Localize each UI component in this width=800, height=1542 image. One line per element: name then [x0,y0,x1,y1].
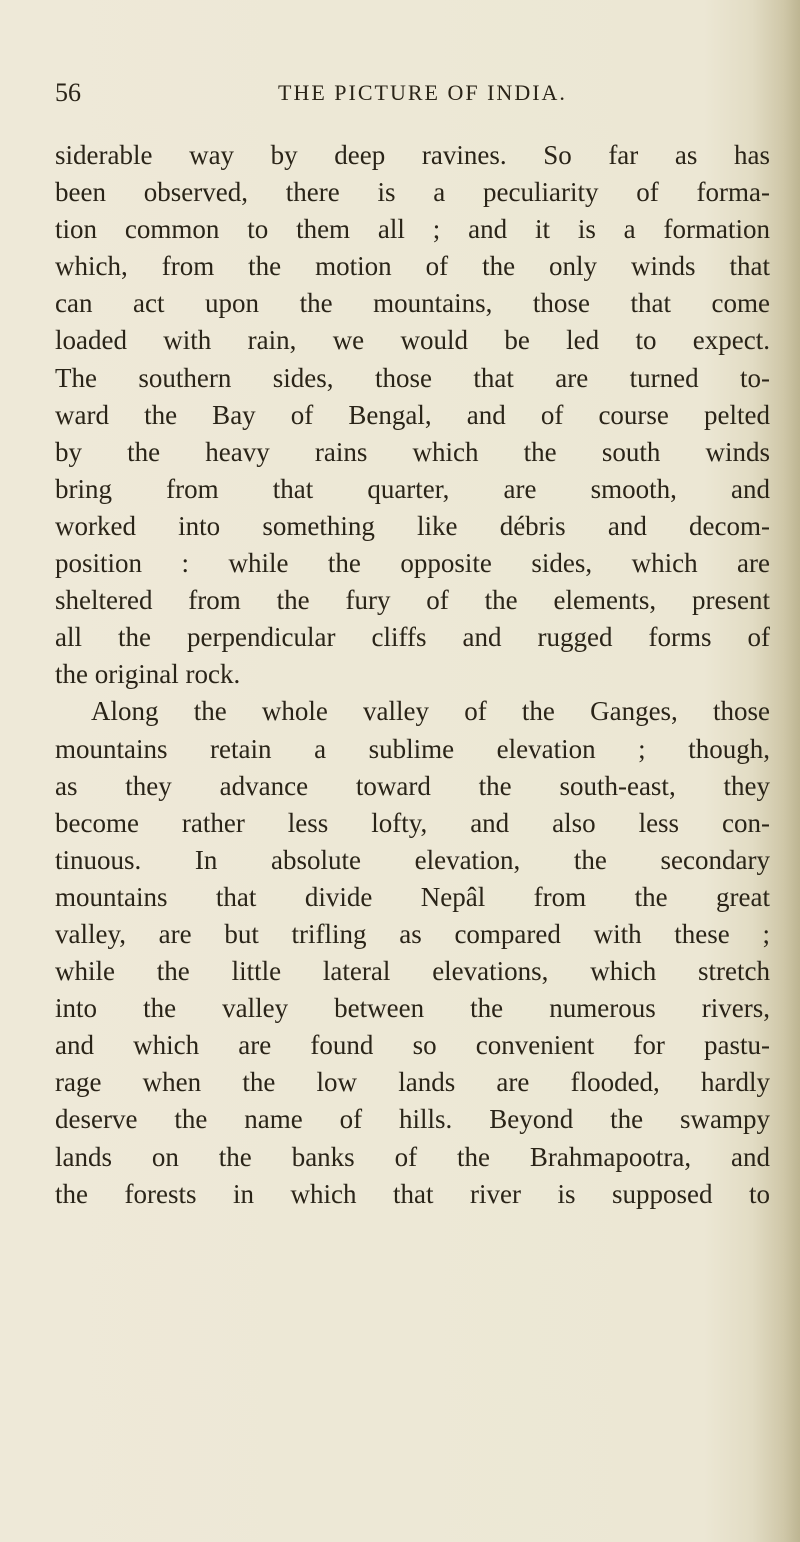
text-line: which, from the motion of the only winds that [55,251,770,282]
text-line: tinuous. In absolute elevation, the secondary [55,844,770,875]
text-line: position : while the opposite sides, which are [55,548,770,579]
text-line: ward the Bay of Bengal, and of course pelted [55,399,770,430]
text-line: been observed, there is a peculiarity of forma- [55,177,770,208]
text-line: by the heavy rains which the south winds [55,436,770,467]
text-line: bring from that quarter, are smooth, and [55,473,770,504]
text-line: siderable way by deep ravines. So far as has [55,140,770,170]
running-header [55,78,770,118]
text-line: as they advance toward the south-east, they [55,770,770,801]
page-number: 56 [55,78,81,107]
text-line: tion common to them all ; and it is a formation [55,214,770,245]
text-line: and which are found so convenient for pastu- [55,1030,770,1061]
text-line: into the valley between the numerous rivers, [55,993,770,1024]
text-line: loaded with rain, we would be led to expect. [55,325,770,356]
text-line: can act upon the mountains, those that come [55,288,770,319]
running-title: THE PICTURE OF INDIA. [278,80,567,105]
text-line: Along the whole valley of the Ganges, those [91,696,770,727]
text-line: while the little lateral elevations, which stretch [55,956,770,987]
text-line: the original rock. [55,659,241,690]
text-line: valley, are but trifling as compared with these ; [55,918,770,949]
text-line: worked into something like débris and decom- [55,510,770,541]
body-text [55,137,770,1213]
text-line: all the perpendicular cliffs and rugged forms of [55,622,770,653]
text-line: mountains retain a sublime elevation ; though, [55,733,770,764]
text-line: mountains that divide Nepâl from the great [55,881,770,912]
text-line: become rather less lofty, and also less con- [55,807,770,838]
text-line: the forests in which that river is supposed to [55,1178,770,1209]
text-line: deserve the name of hills. Beyond the swampy [55,1104,770,1135]
text-line: lands on the banks of the Brahmapootra, and [55,1141,770,1172]
text-line: rage when the low lands are flooded, hardly [55,1067,770,1098]
text-line: The southern sides, those that are turned to- [55,362,770,393]
text-line: sheltered from the fury of the elements, present [55,585,770,616]
